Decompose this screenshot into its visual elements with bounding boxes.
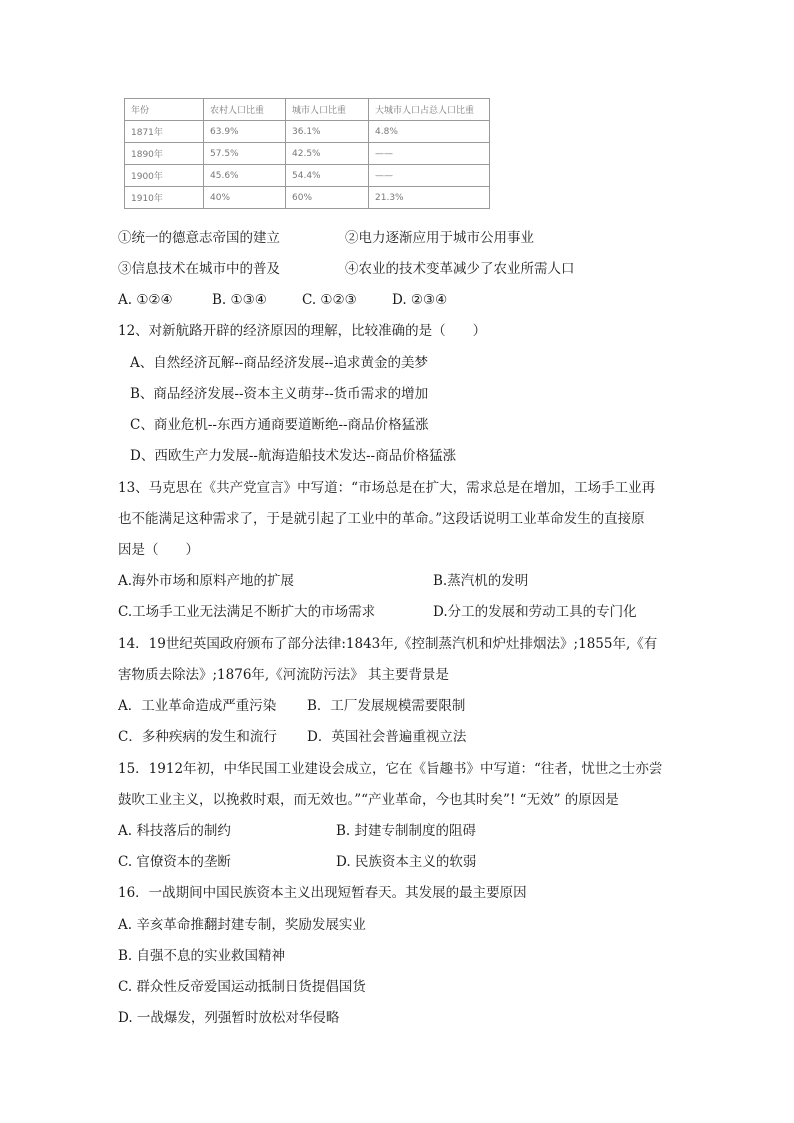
q11-choice-c: C. ①②③ <box>302 292 357 308</box>
q12-choice-a: A、自然经济瓦解--商品经济发展--追求黄金的美梦 <box>130 355 428 371</box>
q13-stem-line-1: 13、马克思在《共产党宣言》中写道：“市场总是在扩大，需求总是在增加，工场手工业再 <box>118 480 656 496</box>
q11-option-3: ③信息技术在城市中的普及 <box>118 261 280 277</box>
table-cell: 21.3% <box>369 187 490 209</box>
q15-choice-d: D. 民族资本主义的软弱 <box>336 854 477 870</box>
q15-choice-c: C. 官僚资本的垄断 <box>118 854 231 870</box>
q16-choice-d: D. 一战爆发，列强暂时放松对华侵略 <box>118 1010 340 1026</box>
table-cell: 60% <box>286 187 369 209</box>
table-cell: 45.6% <box>204 165 286 187</box>
q12-choice-c: C、商业危机--东西方通商要道断绝--商品价格猛涨 <box>130 417 429 433</box>
table-cell: 57.5% <box>204 143 286 165</box>
table-row <box>125 165 490 187</box>
table-header-row <box>125 99 490 121</box>
q11-option-2: ②电力逐渐应用于城市公用事业 <box>345 230 534 246</box>
q14-choice-b: B．工厂发展规模需要限制 <box>307 698 466 714</box>
q16-stem: 16．一战期间中国民族资本主义出现短暂春天。其发展的最主要原因 <box>118 885 527 901</box>
q14-choice-c: C．多种疾病的发生和流行 <box>118 729 277 745</box>
q16-choice-b: B. 自强不息的实业救国精神 <box>118 948 286 964</box>
header-urban: 城市人口比重 <box>286 99 369 121</box>
header-year: 年份 <box>125 99 204 121</box>
q11-option-4: ④农业的技术变革减少了农业所需人口 <box>345 261 575 277</box>
table-cell: 4.8% <box>369 121 490 143</box>
table-row <box>125 121 490 143</box>
q11-option-1: ①统一的德意志帝国的建立 <box>118 230 280 246</box>
header-bigcity: 大城市人口占总人口比重 <box>369 99 490 121</box>
table-cell: 1910年 <box>125 187 204 209</box>
table-cell: —— <box>369 143 490 165</box>
table-cell: 36.1% <box>286 121 369 143</box>
q13-choice-b: B.蒸汽机的发明 <box>433 573 529 589</box>
q11-choice-a: A. ①②④ <box>118 292 173 308</box>
q12-stem: 12、对新航路开辟的经济原因的理解，比较准确的是（ ） <box>118 323 487 339</box>
q11-choice-d: D. ②③④ <box>392 292 448 308</box>
table-row <box>125 187 490 209</box>
q15-stem-line-2: 鼓吹工业主义，以挽救时艰，而无效也。”“产业革命，今也其时矣”! “无效” 的原因是 <box>118 792 619 808</box>
header-rural: 农村人口比重 <box>204 99 286 121</box>
table-cell: 1871年 <box>125 121 204 143</box>
table-row <box>125 143 490 165</box>
q14-stem-line-1: 14．19世纪英国政府颁布了部分法律:1843年,《控制蒸汽机和炉灶排烟法》;1855年,《有 <box>118 636 658 652</box>
table-cell: 63.9% <box>204 121 286 143</box>
table-cell: 1900年 <box>125 165 204 187</box>
q12-choice-d: D、西欧生产力发展--航海造船技术发达--商品价格猛涨 <box>130 448 457 464</box>
q14-choice-a: A．工业革命造成严重污染 <box>118 698 277 714</box>
q13-choice-d: D.分工的发展和劳动工具的专门化 <box>433 604 637 620</box>
q13-stem-line-2: 也不能满足这种需求了，于是就引起了工业中的革命。”这段话说明工业革命发生的直接原 <box>118 511 645 527</box>
table-cell: 54.4% <box>286 165 369 187</box>
population-table <box>124 98 490 209</box>
table-cell: 1890年 <box>125 143 204 165</box>
q14-choice-d: D．英国社会普遍重视立法 <box>307 729 467 745</box>
q11-choice-b: B. ①③④ <box>212 292 267 308</box>
table-cell: 40% <box>204 187 286 209</box>
q13-choice-a: A.海外市场和原料产地的扩展 <box>118 573 295 589</box>
table-cell: 42.5% <box>286 143 369 165</box>
q16-choice-a: A. 辛亥革命推翻封建专制，奖励发展实业 <box>118 917 366 933</box>
q12-choice-b: B、商品经济发展--资本主义萌芽--货币需求的增加 <box>130 386 429 402</box>
q13-choice-c: C.工场手工业无法满足不断扩大的市场需求 <box>118 604 376 620</box>
table-cell: —— <box>369 165 490 187</box>
q15-stem-line-1: 15．1912年初，中华民国工业建设会成立，它在《旨趣书》中写道：“往者，忧世之士亦尝 <box>118 761 663 777</box>
q16-choice-c: C. 群众性反帝爱国运动抵制日货提倡国货 <box>118 979 366 995</box>
q15-choice-b: B. 封建专制制度的阻碍 <box>336 823 477 839</box>
q15-choice-a: A. 科技落后的制约 <box>118 823 231 839</box>
q13-stem-line-3: 因是（ ） <box>118 542 199 558</box>
q14-stem-line-2: 害物质去除法》;1876年,《河流防污法》 其主要背景是 <box>118 667 449 683</box>
